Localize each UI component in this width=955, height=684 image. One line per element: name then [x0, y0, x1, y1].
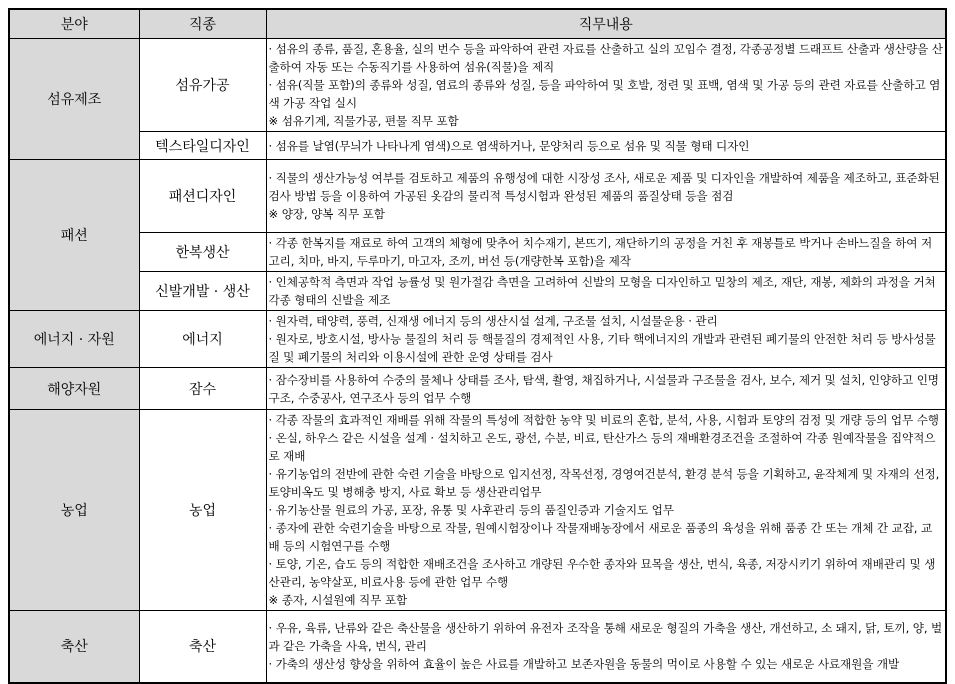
desc-line: · 가축의 생산성 향상을 위하여 효율이 높은 사료를 개발하고 보존자원을 동물의 먹이로 사용할 수 있는 새로운 사료재원을 개발	[268, 657, 900, 672]
desc-cell	[266, 160, 946, 233]
job-cell: 축산	[139, 611, 266, 683]
job-cell: 농업	[139, 410, 266, 611]
desc-cell	[266, 410, 946, 611]
desc-cell	[266, 39, 946, 132]
desc-line: · 잠수장비를 사용하여 수중의 물체나 상태를 조사, 탐색, 촬영, 채집하거나, 시설물과 구조물을 검사, 보수, 제거 및 설치, 인양하고 인명구조, 수중공사, 연구조사 등의 업무 수행	[268, 372, 939, 405]
desc-line: · 원자력, 태양력, 풍력, 신재생 에너지 등의 생산시설 설계, 구조물 설치, 시설물운용 · 관리	[268, 314, 718, 328]
desc-line: · 섬유를 날염(무늬가 나타나게 염색)으로 염색하거나, 문양처리 등으로 섬유 및 직물 형태 디자인	[268, 138, 750, 153]
desc-line: ※ 종자, 시설원예 직무 포함	[268, 593, 408, 607]
header-field: 분야	[9, 9, 139, 39]
desc-cell	[266, 132, 946, 160]
job-cell: 한복생산	[139, 233, 266, 272]
header-desc: 직무내용	[266, 9, 946, 39]
job-description-table	[8, 8, 947, 684]
table-row	[9, 611, 946, 683]
job-cell: 텍스타일디자인	[139, 132, 266, 160]
desc-line: · 원자로, 방호시설, 방사능 물질의 처리 등 핵물질의 경제적인 사용, 기타 핵에너지의 개발과 관련된 폐기물의 안전한 처리 등 방사성물질 및 폐기물의 처리와 이용시설에 관한 운영 상태를 검사	[268, 332, 936, 364]
desc-line: · 각종 한복지를 재료로 하여 고객의 체형에 맞추어 치수재기, 본뜨기, 재단하기의 공정을 거친 후 재봉틀로 박거나 손바느질을 하여 저고리, 치마, 바지, 두루마기, 마고자, 조끼, 버선 등(개량한복 포함)을 제작	[268, 236, 933, 268]
job-cell: 패션디자인	[139, 160, 266, 233]
desc-line: · 섬유의 종류, 품질, 혼용율, 실의 번수 등을 파악하여 관련 자료를 산출하고 실의 꼬임수 결정, 각종공정별 드래프트 산출과 생산량을 산출하여 자동 또는 수동직기를 사용하여 섬유(직물)을 제직	[268, 42, 943, 74]
table-row	[9, 132, 946, 160]
desc-cell	[266, 311, 946, 368]
table-row	[9, 272, 946, 311]
field-cell: 섬유제조	[9, 39, 139, 160]
desc-cell	[266, 611, 946, 683]
job-cell: 잠수	[139, 368, 266, 410]
field-cell: 농업	[9, 410, 139, 611]
desc-line: · 유기농업의 전반에 관한 숙련 기술을 바탕으로 입지선정, 작목선정, 경영여건분석, 환경 분석 등을 기획하고, 윤작체계 및 자재의 선정, 토양비옥도 및 병해충 방지, 사료 확보 등 생산관리업무	[268, 467, 940, 499]
desc-line: · 우유, 육류, 난류와 같은 축산물을 생산하기 위하여 유전자 조작을 통해 새로운 형질의 가축을 생산, 개선하고, 소 돼지, 닭, 토끼, 양, 벌과 같은 가축을 사육, 번식, 관리	[268, 621, 943, 654]
desc-line: · 섬유(직물 포함)의 종류와 성질, 염료의 종류와 성질, 등을 파악하여 및 호발, 정련 및 표백, 염색 및 가공 등의 관련 자료를 산출하고 염색 가공 작업 실시	[268, 78, 941, 110]
desc-line: · 직물의 생산가능성 여부를 검토하고 제품의 유행성에 대한 시장성 조사, 새로운 제품 및 디자인을 개발하여 제품을 제조하고, 표준화된 검사 방법 등을 이용하여 가공된 옷감의 물리적 특성시험과 완성된 제품의 품질상태 등을 점검	[268, 171, 940, 203]
desc-line: · 각종 작물의 효과적인 재배를 위해 작물의 특성에 적합한 농약 및 비료의 혼합, 분석, 사용, 시험과 토양의 검정 및 개량 등의 업무 수행	[268, 413, 939, 427]
desc-cell	[266, 368, 946, 410]
field-cell: 축산	[9, 611, 139, 683]
header-job: 직종	[139, 9, 266, 39]
desc-line: ※ 양장, 양복 직무 포함	[268, 207, 385, 221]
desc-line: · 온실, 하우스 같은 시설을 설계 · 설치하고 온도, 광선, 수분, 비료, 탄산가스 등의 재배환경조건을 조절하여 각종 원예작물을 집약적으로 재배	[268, 431, 936, 463]
desc-line: · 종자에 관한 숙련기술을 바탕으로 작물, 원예시험장이나 작물재배농장에서 새로운 품종의 육성을 위해 품종 간 또는 개체 간 교잡, 교배 등의 시험연구를 수행	[268, 521, 933, 553]
desc-line: · 인체공학적 측면과 작업 능률성 및 원가절감 측면을 고려하여 신발의 모형을 디자인하고 밑창의 제조, 재단, 재봉, 제화의 과정을 거쳐 각종 형태의 신발을 제조	[268, 275, 936, 307]
table-row	[9, 160, 946, 233]
desc-line: ※ 섬유기계, 직물가공, 편물 직무 포함	[268, 114, 459, 128]
desc-cell	[266, 272, 946, 311]
job-cell: 섬유가공	[139, 39, 266, 132]
field-cell: 해양자원	[9, 368, 139, 410]
desc-cell	[266, 233, 946, 272]
job-cell: 에너지	[139, 311, 266, 368]
job-cell: 신발개발 · 생산	[139, 272, 266, 311]
field-cell: 에너지 · 자원	[9, 311, 139, 368]
table-row	[9, 233, 946, 272]
desc-line: · 토양, 기온, 습도 등의 적합한 재배조건을 조사하고 개량된 우수한 종자와 묘목을 생산, 번식, 육종, 저장시키기 위하여 재배관리 및 생산관리, 농약살포, 비료사용 등에 관한 업무 수행	[268, 557, 936, 589]
field-cell: 패션	[9, 160, 139, 311]
table-row	[9, 410, 946, 611]
table-row	[9, 311, 946, 368]
table-row	[9, 39, 946, 132]
desc-line: · 유기농산물 원료의 가공, 포장, 유통 및 사후관리 등의 품질인증과 기술지도 업무	[268, 503, 674, 517]
table-row	[9, 368, 946, 410]
header-row	[9, 9, 946, 39]
